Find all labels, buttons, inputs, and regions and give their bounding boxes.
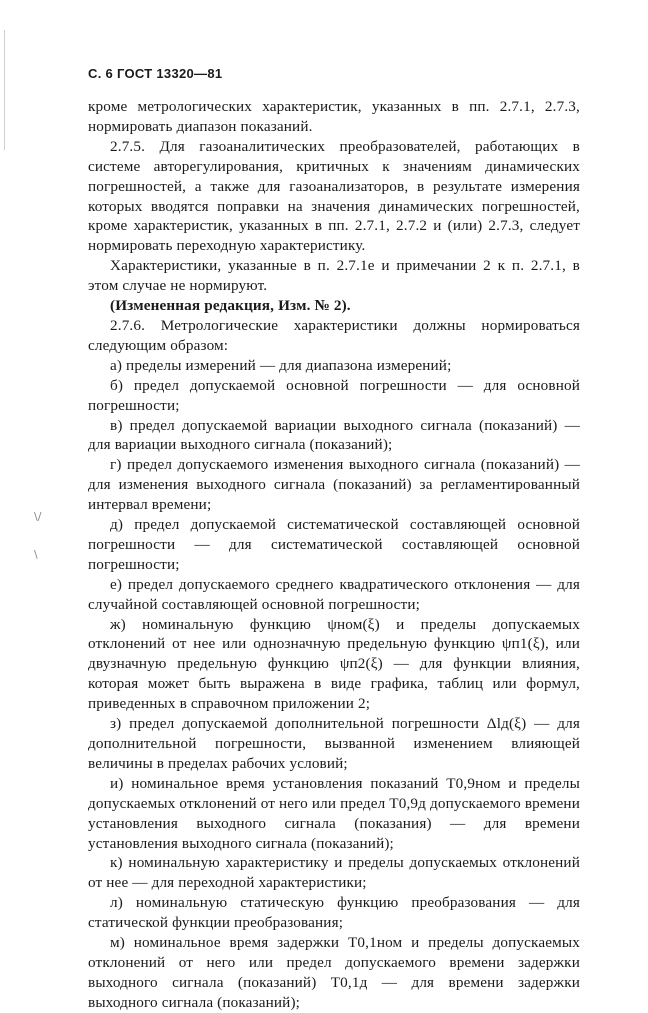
list-item: ж) номинальную функцию ψном(ξ) и пределы допускаемых отклонений от нее или однозначную предельную функцию ψп1(ξ), или двузначную предельную функцию ψп2(ξ) — для функции влияния, которая может быть выражена в виде графика, таблиц или формул, приведенных в справочном приложении 2; — [88, 615, 580, 713]
list-item: г) предел допускаемого изменения выходного сигнала (показаний) — для изменения выходного сигнала (показаний) за регламентированный интервал времени; — [88, 456, 580, 514]
scan-mark: \/ — [34, 510, 42, 523]
list-item: в) предел допускаемой вариации выходного сигнала (показаний) — для вариации выходного сигнала (показаний); — [88, 416, 580, 454]
paragraph: кроме метрологических характеристик, указанных в пп. 2.7.1, 2.7.3, нормировать диапазон показаний. — [88, 98, 580, 135]
scan-edge-line — [4, 30, 5, 150]
paragraph: 2.7.6. Метрологические характеристики должны нормироваться следующим образом: — [88, 316, 580, 354]
list-item: и) номинальное время установления показаний T0,9ном и пределы допускаемых отклонений от него или предел T0,9д допускаемого времени установления выходного сигнала (показания) — для времени установления выходного сигнала (показаний); — [88, 774, 580, 852]
list-item: з) предел допускаемой дополнительной погрешности Δlд(ξ) — для дополнительной погрешности, вызванной изменением влияющей величины в пределах рабочих условий; — [88, 715, 580, 772]
list-item: к) номинальную характеристику и пределы допускаемых отклонений от нее — для переходной характеристики; — [88, 854, 580, 892]
list-item: м) номинальное время задержки T0,1ном и пределы допускаемых отклонений от него или предел допускаемого времени задержки выходного сигнала (показаний) T0,1д — для времени задержки выходного сигнала (показаний); — [88, 934, 580, 1011]
scan-mark: \ — [34, 548, 38, 561]
amendment-note: (Измененная редакция, Изм. № 2). — [110, 297, 351, 315]
page-header: С. 6 ГОСТ 13320—81 — [88, 66, 223, 81]
paragraph: Характеристики, указанные в п. 2.7.1е и примечании 2 к п. 2.7.1, в этом случае не нормируют. — [88, 257, 580, 295]
list-item: б) предел допускаемой основной погрешности — для основной погрешности; — [88, 376, 580, 414]
paragraph: 2.7.5. Для газоаналитических преобразователей, работающих в системе авторегулирования, критичных к значениям динамических погрешностей, а также для газоанализаторов, в результате измерения которых вводятся поправки на значения динамических погрешностей, кроме характеристик, указанных в пп. 2.7.1, 2.7.2 и (или) 2.7.3, следует нормировать переходную характеристику. — [88, 137, 580, 255]
list-item: д) предел допускаемой систематической составляющей основной погрешности — для систематической составляющей основной погрешности; — [88, 516, 580, 573]
list-item: а) пределы измерений — для диапазона измерений; — [110, 356, 452, 374]
list-item: л) номинальную статическую функцию преобразования — для статической функции преобразования; — [88, 894, 580, 932]
list-item: е) предел допускаемого среднего квадратического отклонения — для случайной составляющей основной погрешности; — [88, 575, 580, 613]
document-body — [88, 97, 580, 1013]
